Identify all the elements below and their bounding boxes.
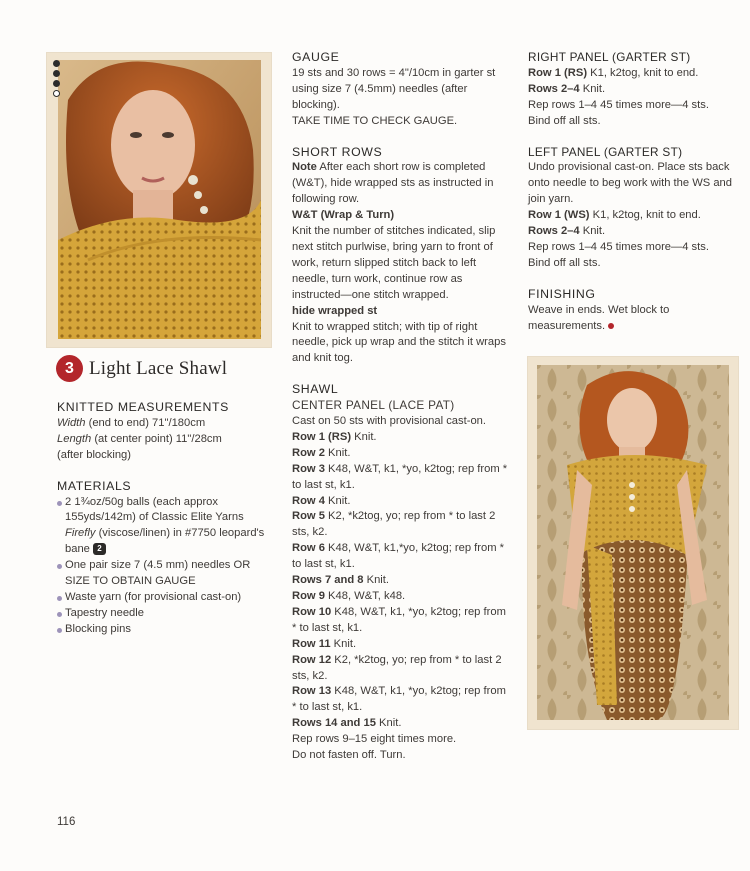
hide-wrapped-text: Knit to wrapped stitch; with tip of right needle, pick up wrap and the stitch it wraps and knit tog. xyxy=(292,320,506,365)
shawl-intro: Cast on 50 sts with provisional cast-on. xyxy=(292,415,487,428)
difficulty-dot-filled xyxy=(53,80,60,87)
shawl-row: Row 12 K2, *k2tog, yo; rep from * to last 2 sts, k2. xyxy=(292,653,502,682)
shawl-row: Row 3 K48, W&T, k1, *yo, k2tog; rep from * to last st, k1. xyxy=(292,462,508,491)
right-panel-row1: Row 1 (RS) K1, k2tog, knit to end. xyxy=(528,66,699,79)
finishing-text: Weave in ends. Wet block to measurements. xyxy=(528,303,670,332)
left-panel-rows: Rows 2–4 Knit. xyxy=(528,225,606,238)
model-full-photo xyxy=(537,365,729,720)
measurements-heading: KNITTED MEASUREMENTS xyxy=(57,400,229,414)
shawl-heading: SHAWL xyxy=(292,382,339,397)
gauge-check: TAKE TIME TO CHECK GAUGE. xyxy=(292,114,458,127)
materials-heading: MATERIALS xyxy=(57,478,132,493)
shawl-row: Row 13 K48, W&T, k1, *yo, k2tog; rep from * to last st, k1. xyxy=(292,685,506,714)
gauge-heading: GAUGE xyxy=(292,50,340,64)
shawl-row: Row 2 Knit. xyxy=(292,446,351,459)
middle-column xyxy=(292,50,510,764)
shawl-row: Row 6 K48, W&T, k1,*yo, k2tog; rep from * to last st, k1. xyxy=(292,542,505,571)
difficulty-dot-filled xyxy=(53,70,60,77)
measurement-note: (after blocking) xyxy=(57,448,131,461)
materials-item-needles: One pair size 7 (4.5 mm) needles OR SIZE TO OBTAIN GAUGE xyxy=(57,558,272,590)
short-rows-heading: SHORT ROWS xyxy=(292,144,383,159)
difficulty-dot-filled xyxy=(53,60,60,67)
shawl-rows xyxy=(292,430,510,732)
left-panel-repeat: Rep rows 1–4 45 times more—4 sts. xyxy=(528,240,709,253)
pattern-number-badge: 3 xyxy=(56,355,83,382)
shawl-row: Rows 7 and 8 Knit. xyxy=(292,574,389,587)
shawl-row: Row 5 K2, *k2tog, yo; rep from * to last 2 sts, k2. xyxy=(292,510,496,539)
right-panel-bind: Bind off all sts. xyxy=(528,114,601,127)
gauge-text: 19 sts and 30 rows = 4"/10cm in garter st using size 7 (4.5mm) needles (after blocking). xyxy=(292,66,496,111)
wrap-turn-text: Knit the number of stitches indicated, slip next stitch purlwise, bring yarn to front of work, return slipped stitch back to left needle, turn work, continue row as instructed—one stitch wrapped. xyxy=(292,225,496,301)
right-column xyxy=(528,50,740,335)
materials-item-blocking-pins: Blocking pins xyxy=(57,622,272,638)
left-panel-heading: LEFT PANEL (GARTER ST) xyxy=(528,144,683,159)
end-mark-icon xyxy=(608,323,614,329)
left-panel-intro: Undo provisional cast-on. Place sts back onto needle to beg work with the WS and join yarn. xyxy=(528,161,732,206)
center-panel-subheading: CENTER PANEL (LACE PAT) xyxy=(292,398,455,413)
width-measurement: Width (end to end) 71"/180cm xyxy=(57,416,206,429)
finishing-heading: FINISHING xyxy=(528,286,596,301)
materials-item-waste-yarn: Waste yarn (for provisional cast-on) xyxy=(57,590,272,606)
left-panel-bind: Bind off all sts. xyxy=(528,256,601,269)
right-panel-heading: RIGHT PANEL (GARTER ST) xyxy=(528,50,691,64)
left-column xyxy=(57,400,272,638)
left-panel-row1: Row 1 (WS) K1, k2tog, knit to end. xyxy=(528,209,701,222)
right-panel-repeat: Rep rows 1–4 45 times more—4 sts. xyxy=(528,98,709,111)
right-panel-rows: Rows 2–4 Knit. xyxy=(528,82,606,95)
shawl-row: Row 11 Knit. xyxy=(292,637,357,650)
shawl-row: Row 10 K48, W&T, k1, *yo, k2tog; rep from * to last st, k1. xyxy=(292,605,506,634)
shawl-row: Rows 14 and 15 Knit. xyxy=(292,717,402,730)
wrap-turn-label: W&T (Wrap & Turn) xyxy=(292,209,395,222)
materials-item-yarn: 2 1¾oz/50g balls (each approx 155yds/142m) of Classic Elite Yarns Firefly (viscose/linen) in #7750 leopard's bane 2 xyxy=(57,495,272,559)
model-portrait-photo xyxy=(58,60,261,339)
pattern-title-row xyxy=(56,355,227,382)
difficulty-dot-empty xyxy=(53,90,60,97)
page-number: 116 xyxy=(57,816,76,828)
shawl-end: Do not fasten off. Turn. xyxy=(292,749,406,762)
short-rows-note: Note After each short row is completed (W&T), hide wrapped sts as instructed in following row. xyxy=(292,161,494,206)
hide-wrapped-label: hide wrapped st xyxy=(292,304,378,317)
difficulty-dots xyxy=(53,60,63,100)
model-portrait-illustration xyxy=(58,60,261,339)
length-measurement: Length (at center point) 11"/28cm xyxy=(57,432,222,445)
model-full-illustration xyxy=(537,365,729,720)
shawl-row: Row 9 K48, W&T, k48. xyxy=(292,590,406,602)
shawl-row: Row 4 Knit. xyxy=(292,494,351,507)
shawl-repeat: Rep rows 9–15 eight times more. xyxy=(292,733,457,746)
materials-item-tapestry-needle: Tapestry needle xyxy=(57,606,272,622)
pattern-title: Light Lace Shawl xyxy=(89,357,228,379)
yarn-weight-icon: 2 xyxy=(93,543,106,555)
shawl-row: Row 1 (RS) Knit. xyxy=(292,430,377,443)
